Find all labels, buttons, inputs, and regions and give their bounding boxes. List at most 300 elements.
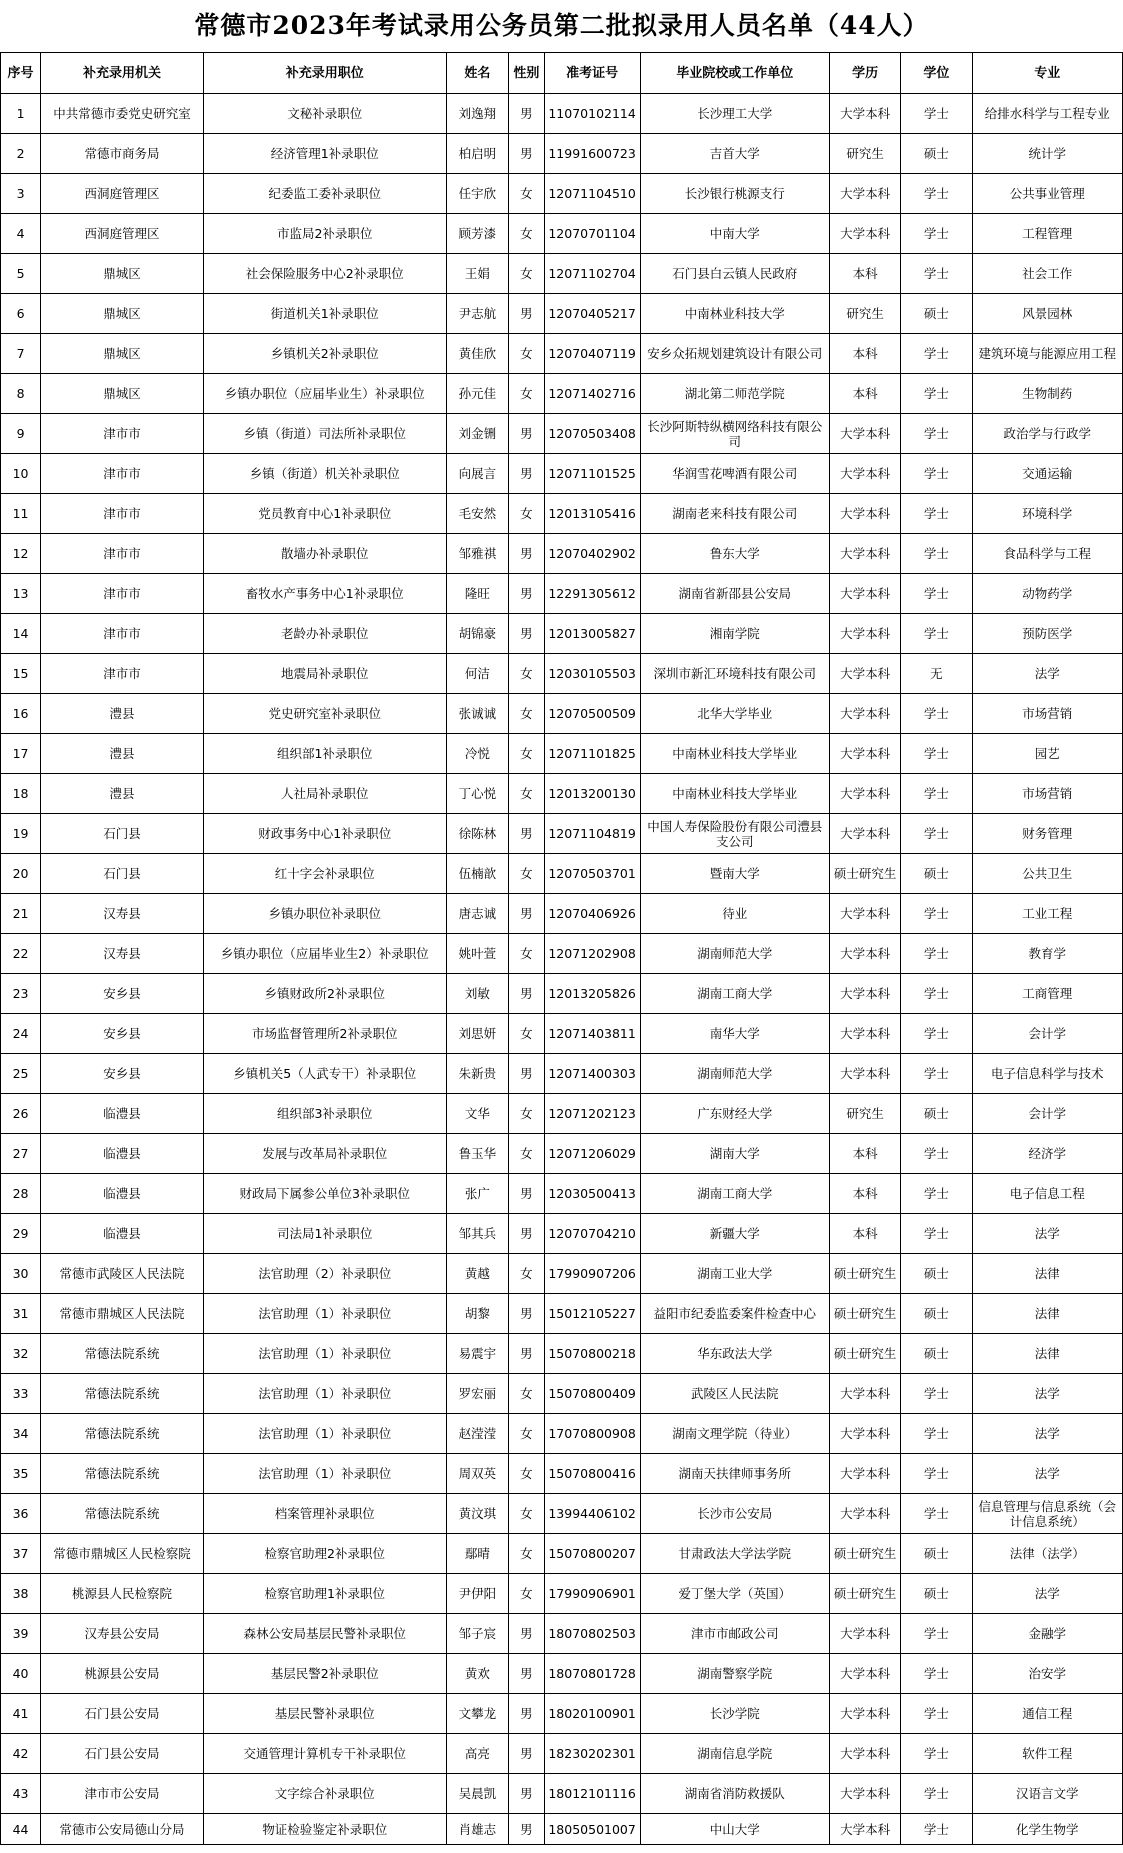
cell-major: 法学 [972, 1414, 1122, 1454]
col-header-agency: 补充录用机关 [41, 53, 204, 94]
cell-name: 朱新贵 [446, 1054, 508, 1094]
cell-degree: 学士 [901, 1014, 972, 1054]
cell-name: 唐志诚 [446, 894, 508, 934]
table-row [1, 1734, 1123, 1774]
cell-exam-id: 15012105227 [544, 1294, 640, 1334]
cell-degree: 学士 [901, 1454, 972, 1494]
table-row [1, 1574, 1123, 1614]
cell-major: 建筑环境与能源应用工程 [972, 334, 1122, 374]
cell-name: 张广 [446, 1174, 508, 1214]
cell-index: 8 [1, 374, 41, 414]
cell-position: 文秘补录职位 [203, 94, 446, 134]
col-header-name: 姓名 [446, 53, 508, 94]
cell-name: 鄢晴 [446, 1534, 508, 1574]
cell-exam-id: 12070407119 [544, 334, 640, 374]
cell-index: 39 [1, 1614, 41, 1654]
cell-gender: 女 [509, 1094, 545, 1134]
cell-exam-id: 12291305612 [544, 574, 640, 614]
cell-agency: 临澧县 [41, 1174, 204, 1214]
cell-position: 发展与改革局补录职位 [203, 1134, 446, 1174]
cell-education: 大学本科 [829, 694, 900, 734]
cell-gender: 男 [509, 1654, 545, 1694]
cell-agency: 澧县 [41, 774, 204, 814]
cell-school-or-employer: 中国人寿保险股份有限公司澧县支公司 [640, 814, 829, 854]
cell-degree: 学士 [901, 814, 972, 854]
cell-agency: 常德市武陵区人民法院 [41, 1254, 204, 1294]
cell-name: 尹志航 [446, 294, 508, 334]
cell-degree: 学士 [901, 774, 972, 814]
cell-position: 党员教育中心1补录职位 [203, 494, 446, 534]
table-row [1, 254, 1123, 294]
cell-school-or-employer: 广东财经大学 [640, 1094, 829, 1134]
table-row [1, 1774, 1123, 1814]
cell-agency: 桃源县人民检察院 [41, 1574, 204, 1614]
table-row [1, 854, 1123, 894]
cell-exam-id: 11991600723 [544, 134, 640, 174]
cell-school-or-employer: 新疆大学 [640, 1214, 829, 1254]
cell-education: 本科 [829, 1214, 900, 1254]
table-row [1, 534, 1123, 574]
cell-gender: 女 [509, 1014, 545, 1054]
cell-exam-id: 15070800409 [544, 1374, 640, 1414]
cell-major: 化学生物学 [972, 1814, 1122, 1845]
cell-education: 大学本科 [829, 1654, 900, 1694]
cell-name: 鲁玉华 [446, 1134, 508, 1174]
cell-education: 大学本科 [829, 1454, 900, 1494]
cell-degree: 学士 [901, 1774, 972, 1814]
cell-position: 市监局2补录职位 [203, 214, 446, 254]
cell-degree: 硕士 [901, 294, 972, 334]
cell-major: 教育学 [972, 934, 1122, 974]
cell-agency: 石门县公安局 [41, 1734, 204, 1774]
cell-exam-id: 12070503408 [544, 414, 640, 454]
cell-education: 大学本科 [829, 1494, 900, 1534]
table-row [1, 1454, 1123, 1494]
cell-major: 法学 [972, 654, 1122, 694]
cell-major: 工商管理 [972, 974, 1122, 1014]
table-row [1, 1694, 1123, 1734]
cell-gender: 女 [509, 214, 545, 254]
cell-exam-id: 12030500413 [544, 1174, 640, 1214]
cell-school-or-employer: 湖南信息学院 [640, 1734, 829, 1774]
table-row [1, 1414, 1123, 1454]
cell-school-or-employer: 北华大学毕业 [640, 694, 829, 734]
cell-school-or-employer: 吉首大学 [640, 134, 829, 174]
col-header-index: 序号 [1, 53, 41, 94]
cell-exam-id: 18070802503 [544, 1614, 640, 1654]
cell-agency: 津市市 [41, 454, 204, 494]
cell-name: 高亮 [446, 1734, 508, 1774]
cell-school-or-employer: 待业 [640, 894, 829, 934]
roster-table [0, 52, 1123, 1845]
cell-name: 周双英 [446, 1454, 508, 1494]
cell-gender: 女 [509, 654, 545, 694]
cell-major: 法律 [972, 1294, 1122, 1334]
cell-gender: 女 [509, 254, 545, 294]
cell-exam-id: 12071102704 [544, 254, 640, 294]
cell-degree: 学士 [901, 1214, 972, 1254]
cell-name: 向展言 [446, 454, 508, 494]
cell-agency: 临澧县 [41, 1134, 204, 1174]
cell-position: 社会保险服务中心2补录职位 [203, 254, 446, 294]
cell-gender: 男 [509, 414, 545, 454]
cell-major: 政治学与行政学 [972, 414, 1122, 454]
cell-education: 大学本科 [829, 614, 900, 654]
cell-exam-id: 18070801728 [544, 1654, 640, 1694]
cell-gender: 男 [509, 1334, 545, 1374]
cell-name: 邹其兵 [446, 1214, 508, 1254]
table-row [1, 814, 1123, 854]
cell-exam-id: 12071402716 [544, 374, 640, 414]
cell-education: 大学本科 [829, 574, 900, 614]
cell-education: 大学本科 [829, 1614, 900, 1654]
cell-school-or-employer: 中南林业科技大学 [640, 294, 829, 334]
cell-position: 散墙办补录职位 [203, 534, 446, 574]
cell-index: 27 [1, 1134, 41, 1174]
cell-name: 黄越 [446, 1254, 508, 1294]
cell-gender: 女 [509, 1454, 545, 1494]
cell-degree: 硕士 [901, 1094, 972, 1134]
cell-major: 法学 [972, 1374, 1122, 1414]
cell-exam-id: 18020100901 [544, 1694, 640, 1734]
cell-name: 黄欢 [446, 1654, 508, 1694]
cell-name: 徐陈林 [446, 814, 508, 854]
cell-exam-id: 18050501007 [544, 1814, 640, 1845]
cell-agency: 常德市鼎城区人民检察院 [41, 1534, 204, 1574]
cell-major: 工业工程 [972, 894, 1122, 934]
cell-school-or-employer: 湖北第二师范学院 [640, 374, 829, 414]
cell-education: 研究生 [829, 294, 900, 334]
cell-degree: 无 [901, 654, 972, 694]
cell-degree: 学士 [901, 534, 972, 574]
cell-position: 乡镇财政所2补录职位 [203, 974, 446, 1014]
cell-exam-id: 12013200130 [544, 774, 640, 814]
cell-agency: 澧县 [41, 734, 204, 774]
cell-index: 37 [1, 1534, 41, 1574]
cell-exam-id: 15070800207 [544, 1534, 640, 1574]
cell-school-or-employer: 甘肃政法大学法学院 [640, 1534, 829, 1574]
cell-agency: 汉寿县公安局 [41, 1614, 204, 1654]
cell-exam-id: 12071104819 [544, 814, 640, 854]
cell-agency: 常德法院系统 [41, 1374, 204, 1414]
cell-school-or-employer: 益阳市纪委监委案件检查中心 [640, 1294, 829, 1334]
cell-school-or-employer: 湖南师范大学 [640, 934, 829, 974]
cell-education: 大学本科 [829, 494, 900, 534]
table-row [1, 374, 1123, 414]
cell-index: 3 [1, 174, 41, 214]
cell-position: 乡镇办职位（应届毕业生）补录职位 [203, 374, 446, 414]
cell-index: 31 [1, 1294, 41, 1334]
table-row [1, 174, 1123, 214]
cell-exam-id: 15070800218 [544, 1334, 640, 1374]
cell-school-or-employer: 石门县白云镇人民政府 [640, 254, 829, 294]
table-row [1, 694, 1123, 734]
cell-agency: 汉寿县 [41, 934, 204, 974]
cell-degree: 学士 [901, 1414, 972, 1454]
cell-agency: 鼎城区 [41, 294, 204, 334]
cell-position: 法官助理（1）补录职位 [203, 1334, 446, 1374]
cell-agency: 桃源县公安局 [41, 1654, 204, 1694]
cell-degree: 学士 [901, 1374, 972, 1414]
cell-gender: 男 [509, 1734, 545, 1774]
cell-index: 11 [1, 494, 41, 534]
cell-school-or-employer: 鲁东大学 [640, 534, 829, 574]
table-row [1, 774, 1123, 814]
col-header-gender: 性别 [509, 53, 545, 94]
cell-education: 大学本科 [829, 814, 900, 854]
cell-agency: 石门县 [41, 814, 204, 854]
table-row [1, 334, 1123, 374]
cell-index: 18 [1, 774, 41, 814]
cell-name: 张诚诚 [446, 694, 508, 734]
cell-degree: 硕士 [901, 1334, 972, 1374]
cell-exam-id: 17990907206 [544, 1254, 640, 1294]
cell-education: 硕士研究生 [829, 854, 900, 894]
cell-school-or-employer: 中南林业科技大学毕业 [640, 734, 829, 774]
cell-gender: 女 [509, 694, 545, 734]
cell-degree: 学士 [901, 334, 972, 374]
cell-position: 财政事务中心1补录职位 [203, 814, 446, 854]
cell-name: 柏启明 [446, 134, 508, 174]
cell-position: 乡镇机关5（人武专干）补录职位 [203, 1054, 446, 1094]
cell-school-or-employer: 湖南省新邵县公安局 [640, 574, 829, 614]
cell-degree: 学士 [901, 1814, 972, 1845]
cell-major: 法律 [972, 1334, 1122, 1374]
table-row [1, 1254, 1123, 1294]
cell-education: 本科 [829, 334, 900, 374]
cell-gender: 男 [509, 1614, 545, 1654]
cell-index: 24 [1, 1014, 41, 1054]
cell-agency: 常德法院系统 [41, 1414, 204, 1454]
cell-name: 姚叶萱 [446, 934, 508, 974]
cell-index: 7 [1, 334, 41, 374]
cell-major: 金融学 [972, 1614, 1122, 1654]
cell-major: 会计学 [972, 1014, 1122, 1054]
cell-school-or-employer: 武陵区人民法院 [640, 1374, 829, 1414]
cell-index: 12 [1, 534, 41, 574]
cell-exam-id: 15070800416 [544, 1454, 640, 1494]
cell-exam-id: 12071101525 [544, 454, 640, 494]
cell-agency: 常德市公安局德山分局 [41, 1814, 204, 1845]
cell-gender: 女 [509, 494, 545, 534]
cell-name: 胡黎 [446, 1294, 508, 1334]
table-row [1, 934, 1123, 974]
cell-gender: 女 [509, 734, 545, 774]
cell-position: 乡镇（街道）机关补录职位 [203, 454, 446, 494]
table-row [1, 1654, 1123, 1694]
cell-name: 毛安然 [446, 494, 508, 534]
cell-index: 5 [1, 254, 41, 294]
cell-index: 25 [1, 1054, 41, 1094]
cell-position: 市场监督管理所2补录职位 [203, 1014, 446, 1054]
cell-education: 硕士研究生 [829, 1254, 900, 1294]
cell-name: 黄佳欣 [446, 334, 508, 374]
cell-gender: 女 [509, 1414, 545, 1454]
cell-major: 社会工作 [972, 254, 1122, 294]
cell-position: 乡镇机关2补录职位 [203, 334, 446, 374]
cell-school-or-employer: 长沙银行桃源支行 [640, 174, 829, 214]
cell-exam-id: 18012101116 [544, 1774, 640, 1814]
cell-name: 何洁 [446, 654, 508, 694]
cell-index: 1 [1, 94, 41, 134]
cell-degree: 学士 [901, 1494, 972, 1534]
cell-position: 乡镇（街道）司法所补录职位 [203, 414, 446, 454]
document-title: 常德市2023年考试录用公务员第二批拟录用人员名单（44人） [194, 11, 929, 40]
table-row [1, 1334, 1123, 1374]
cell-gender: 男 [509, 94, 545, 134]
cell-gender: 男 [509, 134, 545, 174]
cell-index: 19 [1, 814, 41, 854]
cell-exam-id: 12071206029 [544, 1134, 640, 1174]
cell-position: 法官助理（1）补录职位 [203, 1374, 446, 1414]
cell-name: 文攀龙 [446, 1694, 508, 1734]
cell-education: 本科 [829, 1174, 900, 1214]
cell-position: 财政局下属参公单位3补录职位 [203, 1174, 446, 1214]
cell-degree: 学士 [901, 214, 972, 254]
table-body [1, 94, 1123, 1845]
cell-school-or-employer: 长沙市公安局 [640, 1494, 829, 1534]
cell-agency: 鼎城区 [41, 334, 204, 374]
cell-position: 检察官助理1补录职位 [203, 1574, 446, 1614]
cell-gender: 女 [509, 334, 545, 374]
cell-position: 地震局补录职位 [203, 654, 446, 694]
cell-degree: 学士 [901, 1614, 972, 1654]
cell-gender: 男 [509, 894, 545, 934]
cell-major: 治安学 [972, 1654, 1122, 1694]
cell-degree: 学士 [901, 734, 972, 774]
table-row [1, 494, 1123, 534]
cell-major: 经济学 [972, 1134, 1122, 1174]
table-row [1, 1494, 1123, 1534]
cell-name: 顾芳漆 [446, 214, 508, 254]
cell-school-or-employer: 长沙阿斯特纵横网络科技有限公司 [640, 414, 829, 454]
cell-education: 大学本科 [829, 534, 900, 574]
table-row [1, 134, 1123, 174]
cell-gender: 女 [509, 374, 545, 414]
cell-school-or-employer: 爱丁堡大学（英国） [640, 1574, 829, 1614]
cell-position: 组织部3补录职位 [203, 1094, 446, 1134]
cell-exam-id: 12071202908 [544, 934, 640, 974]
cell-agency: 常德市商务局 [41, 134, 204, 174]
cell-gender: 男 [509, 454, 545, 494]
cell-gender: 男 [509, 614, 545, 654]
cell-name: 丁心悦 [446, 774, 508, 814]
cell-education: 大学本科 [829, 1014, 900, 1054]
cell-name: 尹伊阳 [446, 1574, 508, 1614]
cell-major: 法律（法学） [972, 1534, 1122, 1574]
cell-exam-id: 12070701104 [544, 214, 640, 254]
cell-position: 基层民警2补录职位 [203, 1654, 446, 1694]
cell-position: 党史研究室补录职位 [203, 694, 446, 734]
cell-school-or-employer: 湖南工商大学 [640, 974, 829, 1014]
cell-major: 预防医学 [972, 614, 1122, 654]
cell-position: 档案管理补录职位 [203, 1494, 446, 1534]
table-row [1, 654, 1123, 694]
cell-major: 法学 [972, 1574, 1122, 1614]
cell-index: 30 [1, 1254, 41, 1294]
cell-index: 42 [1, 1734, 41, 1774]
cell-name: 刘思妍 [446, 1014, 508, 1054]
cell-education: 本科 [829, 1134, 900, 1174]
cell-agency: 澧县 [41, 694, 204, 734]
cell-education: 研究生 [829, 134, 900, 174]
cell-education: 大学本科 [829, 894, 900, 934]
cell-school-or-employer: 湖南省消防救援队 [640, 1774, 829, 1814]
cell-name: 王娟 [446, 254, 508, 294]
cell-school-or-employer: 长沙理工大学 [640, 94, 829, 134]
cell-school-or-employer: 南华大学 [640, 1014, 829, 1054]
cell-agency: 安乡县 [41, 1054, 204, 1094]
cell-gender: 女 [509, 854, 545, 894]
cell-agency: 津市市 [41, 534, 204, 574]
cell-index: 32 [1, 1334, 41, 1374]
cell-major: 电子信息科学与技术 [972, 1054, 1122, 1094]
cell-degree: 学士 [901, 974, 972, 1014]
cell-position: 法官助理（1）补录职位 [203, 1414, 446, 1454]
cell-major: 公共卫生 [972, 854, 1122, 894]
cell-index: 10 [1, 454, 41, 494]
cell-index: 26 [1, 1094, 41, 1134]
cell-index: 23 [1, 974, 41, 1014]
cell-agency: 津市市 [41, 574, 204, 614]
cell-degree: 学士 [901, 574, 972, 614]
cell-gender: 男 [509, 534, 545, 574]
cell-exam-id: 17070800908 [544, 1414, 640, 1454]
cell-agency: 常德法院系统 [41, 1494, 204, 1534]
cell-exam-id: 12070503701 [544, 854, 640, 894]
cell-degree: 学士 [901, 1654, 972, 1694]
cell-index: 6 [1, 294, 41, 334]
cell-degree: 学士 [901, 694, 972, 734]
cell-major: 环境科学 [972, 494, 1122, 534]
cell-degree: 硕士 [901, 1294, 972, 1334]
cell-gender: 男 [509, 814, 545, 854]
table-row [1, 454, 1123, 494]
cell-index: 22 [1, 934, 41, 974]
cell-degree: 学士 [901, 94, 972, 134]
cell-gender: 男 [509, 1774, 545, 1814]
col-header-school-or-employer: 毕业院校或工作单位 [640, 53, 829, 94]
cell-agency: 鼎城区 [41, 374, 204, 414]
cell-degree: 硕士 [901, 1574, 972, 1614]
cell-position: 老龄办补录职位 [203, 614, 446, 654]
cell-major: 汉语言文学 [972, 1774, 1122, 1814]
cell-index: 41 [1, 1694, 41, 1734]
cell-major: 电子信息工程 [972, 1174, 1122, 1214]
cell-name: 孙元佳 [446, 374, 508, 414]
cell-exam-id: 12071400303 [544, 1054, 640, 1094]
cell-agency: 鼎城区 [41, 254, 204, 294]
cell-index: 2 [1, 134, 41, 174]
cell-exam-id: 12013205826 [544, 974, 640, 1014]
cell-position: 基层民警补录职位 [203, 1694, 446, 1734]
cell-index: 40 [1, 1654, 41, 1694]
cell-major: 财务管理 [972, 814, 1122, 854]
cell-degree: 学士 [901, 174, 972, 214]
cell-major: 给排水科学与工程专业 [972, 94, 1122, 134]
table-row [1, 1094, 1123, 1134]
cell-agency: 安乡县 [41, 1014, 204, 1054]
table-header-row [1, 53, 1123, 94]
cell-gender: 女 [509, 774, 545, 814]
cell-name: 黄汶琪 [446, 1494, 508, 1534]
cell-position: 司法局1补录职位 [203, 1214, 446, 1254]
cell-index: 43 [1, 1774, 41, 1814]
cell-gender: 男 [509, 1694, 545, 1734]
cell-gender: 女 [509, 1534, 545, 1574]
cell-agency: 中共常德市委党史研究室 [41, 94, 204, 134]
cell-index: 21 [1, 894, 41, 934]
